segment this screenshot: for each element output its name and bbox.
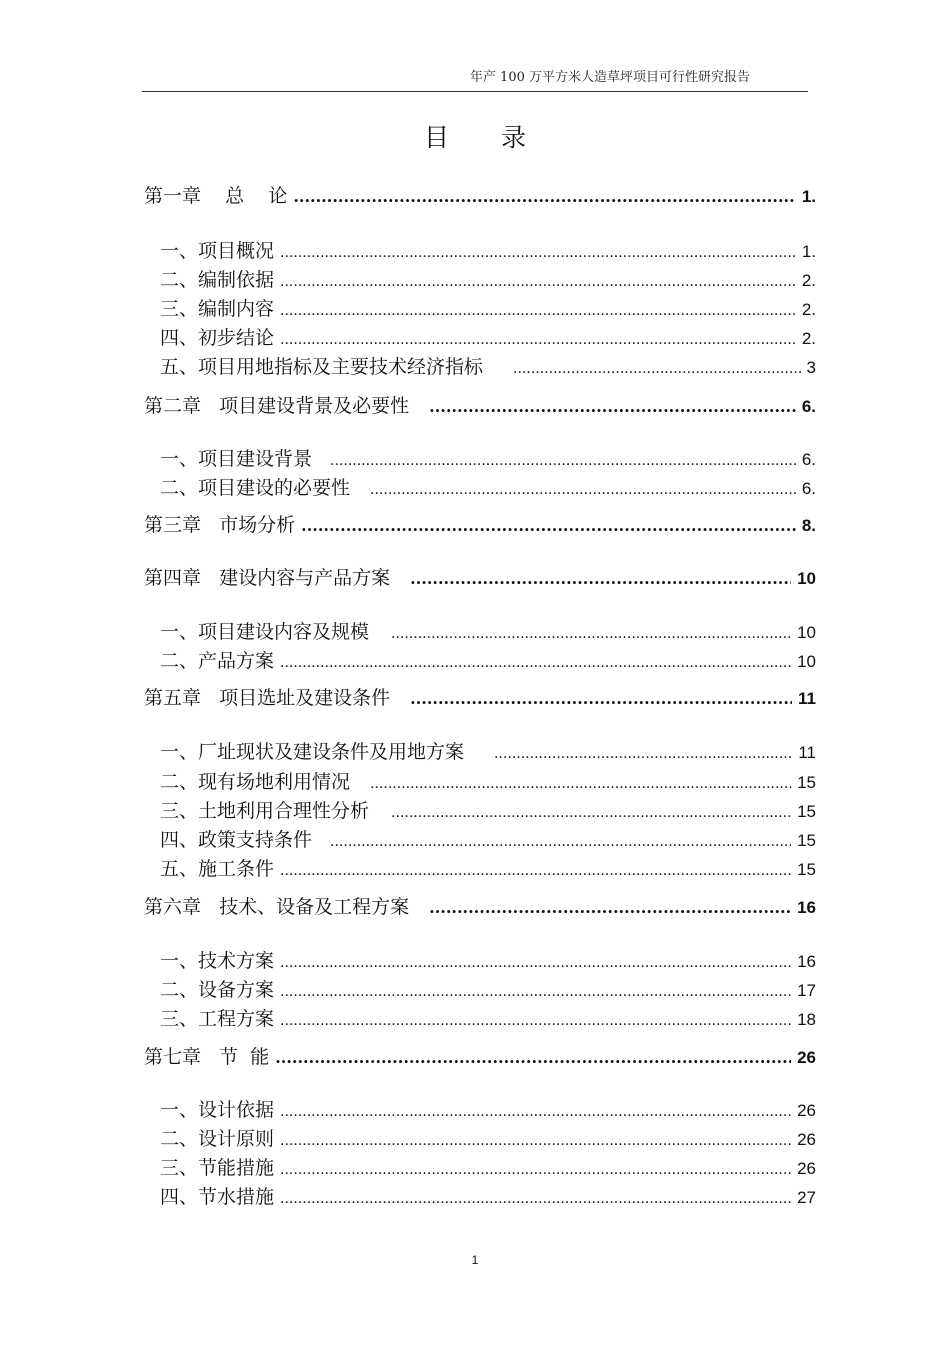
toc-section[interactable] [160,297,816,321]
toc-label: 二、设计原则 [160,1128,275,1150]
toc-label: 五、施工条件 [160,858,275,880]
toc-chapter-6[interactable] [144,895,816,919]
toc-page-number: 6. [801,450,816,469]
toc-section[interactable] [160,828,816,852]
toc-page-number: 11 [798,743,816,762]
toc-label: 五、项目用地指标及主要技术经济指标 [160,356,484,378]
page-title: 目 录 [424,123,548,152]
toc-leader-dots [280,1009,791,1033]
toc-leader-dots [280,951,791,975]
toc-section[interactable] [160,1127,816,1151]
toc-label: 三、土地利用合理性分析 [160,800,370,822]
toc-label: 二、产品方案 [160,650,275,672]
toc-leader-dots [275,1046,791,1070]
toc-label: 一、设计依据 [160,1099,275,1121]
toc-section[interactable] [160,1185,816,1209]
toc-label: 第三章 市场分析 [144,514,296,536]
toc-section[interactable] [160,770,816,794]
toc-page-number: 27 [797,1188,816,1207]
toc-page-number: 15 [797,773,816,792]
toc-leader-dots [301,514,796,538]
toc-leader-dots [513,357,801,381]
toc-label: 四、初步结论 [160,327,275,349]
toc-leader-dots [280,859,791,883]
toc-page-number: 16 [797,898,816,917]
toc-section[interactable] [160,1098,816,1122]
toc-page-number: 26 [797,1101,816,1120]
toc-chapter-4[interactable] [144,566,816,590]
toc-label: 二、项目建设的必要性 [160,477,351,499]
toc-label: 第四章 建设内容与产品方案 [144,567,391,589]
toc-page-number: 2. [801,300,816,319]
toc-leader-dots [280,651,791,675]
toc-label: 第五章 项目选址及建设条件 [144,687,391,709]
toc-leader-dots [391,622,791,646]
toc-label: 第六章 技术、设备及工程方案 [144,896,410,918]
toc-section[interactable] [160,1007,816,1031]
toc-leader-dots [429,896,791,920]
toc-page-number: 16 [797,952,816,971]
toc-leader-dots [280,299,796,323]
toc-section[interactable] [160,268,816,292]
toc-leader-dots [280,241,796,265]
toc-page-number: 6. [801,479,816,498]
toc-label: 三、节能措施 [160,1157,275,1179]
toc-page-number: 15 [797,831,816,850]
toc-label: 二、现有场地利用情况 [160,771,351,793]
toc-chapter-1[interactable] [144,184,816,208]
toc-leader-dots [391,801,791,825]
toc-section[interactable] [160,476,816,500]
toc-leader-dots [280,270,796,294]
toc-page-number: 1. [801,187,816,206]
toc-section[interactable] [160,857,816,881]
toc-label: 第七章 节 能 [144,1046,270,1068]
toc-leader-dots [370,478,796,502]
toc-label: 一、技术方案 [160,950,275,972]
toc-leader-dots [410,687,792,711]
toc-page-number: 26 [797,1159,816,1178]
toc-leader-dots [429,395,796,419]
toc-page-number: 15 [797,802,816,821]
toc-leader-dots [293,185,795,209]
toc-page-number: 11 [798,689,816,708]
toc-leader-dots [280,1100,791,1124]
toc-section[interactable] [160,949,816,973]
toc-page-number: 18 [797,1010,816,1029]
toc-page-number: 2. [801,329,816,348]
toc-page-number: 26 [797,1048,816,1067]
toc-section[interactable] [160,355,816,379]
toc-page-number: 2. [801,271,816,290]
running-header: 年产 100 万平方米人造草坪项目可行性研究报告 [469,70,750,85]
toc-section[interactable] [160,326,816,350]
toc-label: 一、项目建设内容及规模 [160,621,370,643]
toc-page-number: 10 [797,652,816,671]
toc-chapter-5[interactable] [144,686,816,710]
toc-label: 二、设备方案 [160,979,275,1001]
toc-label: 四、节水措施 [160,1186,275,1208]
toc-page-number: 10 [797,569,816,588]
toc-leader-dots [280,1158,791,1182]
toc-chapter-2[interactable] [144,394,816,418]
toc-section[interactable] [160,649,816,673]
toc-page-number: 15 [797,860,816,879]
toc-section[interactable] [160,620,816,644]
toc-page-number: 1. [801,242,816,261]
toc-chapter-3[interactable] [144,513,816,537]
toc-section[interactable] [160,740,816,764]
toc-section[interactable] [160,447,816,471]
toc-label: 三、编制内容 [160,298,275,320]
toc-leader-dots [330,830,791,854]
toc-leader-dots [280,1129,791,1153]
toc-page-number: 3 [806,358,816,377]
toc-leader-dots [280,980,791,1004]
toc-label: 四、政策支持条件 [160,829,313,851]
toc-section[interactable] [160,978,816,1002]
toc-leader-dots [330,449,796,473]
toc-page-number: 17 [797,981,816,1000]
toc-label: 三、工程方案 [160,1008,275,1030]
toc-page-number: 10 [797,623,816,642]
toc-leader-dots [410,567,791,591]
toc-page-number: 26 [797,1130,816,1149]
toc-leader-dots [280,1187,791,1211]
toc-leader-dots [370,772,791,796]
toc-page-number: 8. [801,516,816,535]
toc-section[interactable] [160,1156,816,1180]
toc-label: 一、项目概况 [160,240,275,262]
toc-section[interactable] [160,239,816,263]
toc-leader-dots [280,328,796,352]
toc-label: 一、项目建设背景 [160,448,313,470]
page-number: 1 [471,1253,479,1267]
toc-label: 第一章 总 论 [144,185,288,207]
toc-label: 第二章 项目建设背景及必要性 [144,395,410,417]
toc-page-number: 6. [801,397,816,416]
toc-leader-dots [494,742,792,766]
toc-chapter-7[interactable] [144,1045,816,1069]
toc-section[interactable] [160,799,816,823]
toc-label: 二、编制依据 [160,269,275,291]
toc-label: 一、厂址现状及建设条件及用地方案 [160,741,465,763]
